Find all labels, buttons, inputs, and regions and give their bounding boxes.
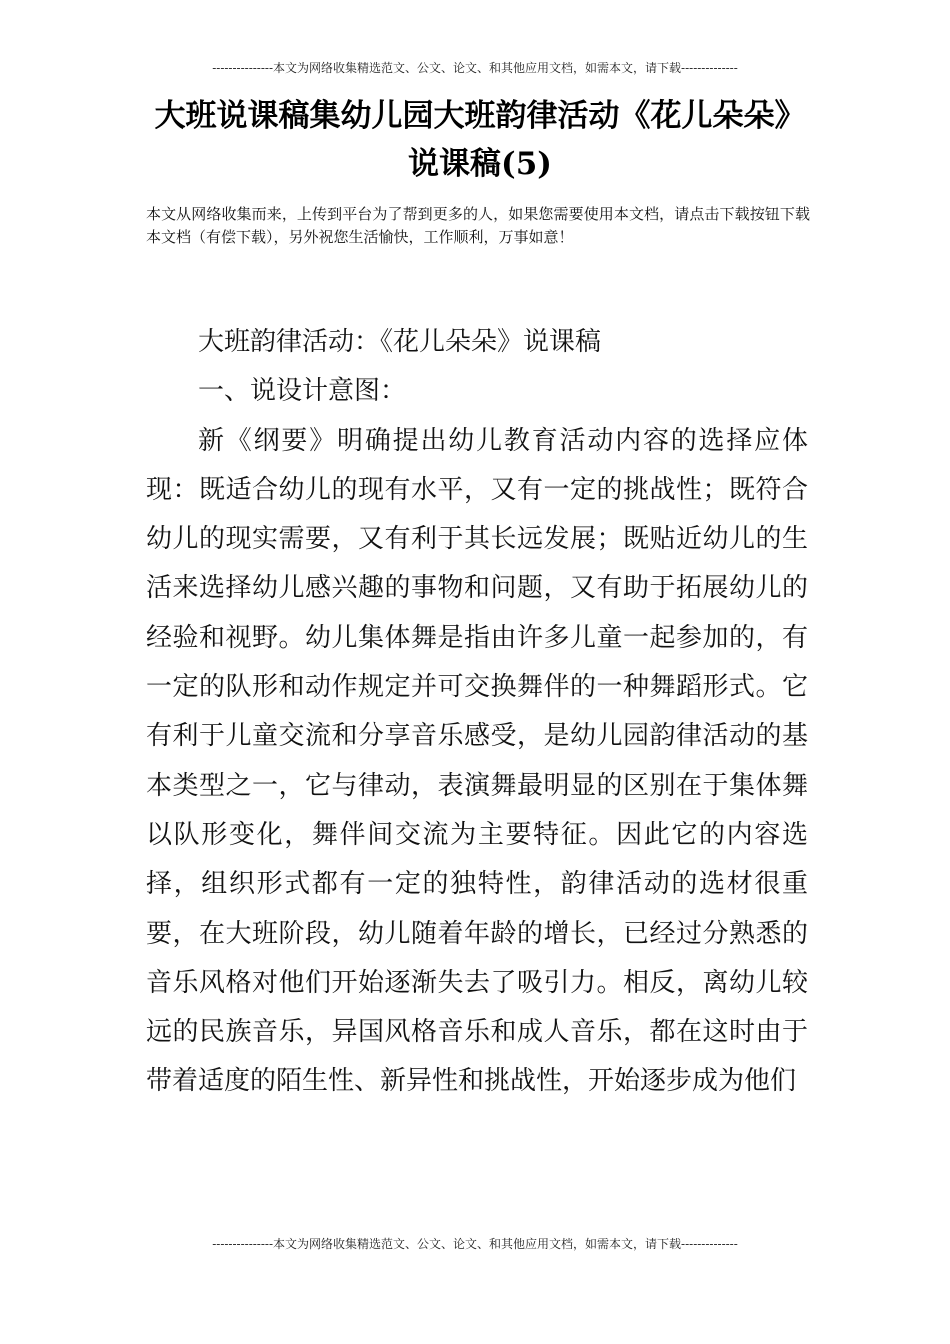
download-notice: 本文从网络收集而来，上传到平台为了帮到更多的人，如果您需要使用本文档，请点击下载按钮下载本文档（有偿下载），另外祝您生活愉快，工作顺利，万事如意！ [146, 205, 810, 246]
page-footer: ---------------本文为网络收集精选范文、公文、论文、和其他应用文档，如需本文，请下载-------------- [212, 1237, 738, 1251]
section-heading: 一、说设计意图： [198, 376, 407, 407]
document-title: 大班说课稿集幼儿园大班韵律活动《花儿朵朵》说课稿(5) [154, 98, 806, 182]
body-paragraph: 新《纲要》明确提出幼儿教育活动内容的选择应体现：既适合幼儿的现有水平，又有一定的挑战性；既符合幼儿的现实需要，又有利于其长远发展；既贴近幼儿的生活来选择幼儿感兴趣的事物和问题，又有助于拓展幼儿的经验和视野。幼儿集体舞是指由许多儿童一起参加的，有一定的队形和动作规定并可交换舞伴的一种舞蹈形式。它有利于儿童交流和分享音乐感受，是幼儿园韵律活动的基本类型之一，它与律动，表演舞最明显的区别在于集体舞以队形变化，舞伴间交流为主要特征。因此它的内容选择，组织形式都有一定的独特性，韵律活动的选材很重要，在大班阶段，幼儿随着年龄的增长，已经过分熟悉的音乐风格对他们开始逐渐失去了吸引力。相反，离幼儿较远的民族音乐，异国风格音乐和成人音乐，都在这时由于带着适度的陌生性、新异性和挑战性，开始逐步成为他们 [146, 425, 808, 1097]
document-body [146, 318, 808, 1107]
subtitle-paragraph: 大班韵律活动：《花儿朵朵》说课稿 [198, 327, 602, 357]
page-header: ---------------本文为网络收集精选范文、公文、论文、和其他应用文档，如需本文，请下载-------------- [212, 61, 738, 75]
